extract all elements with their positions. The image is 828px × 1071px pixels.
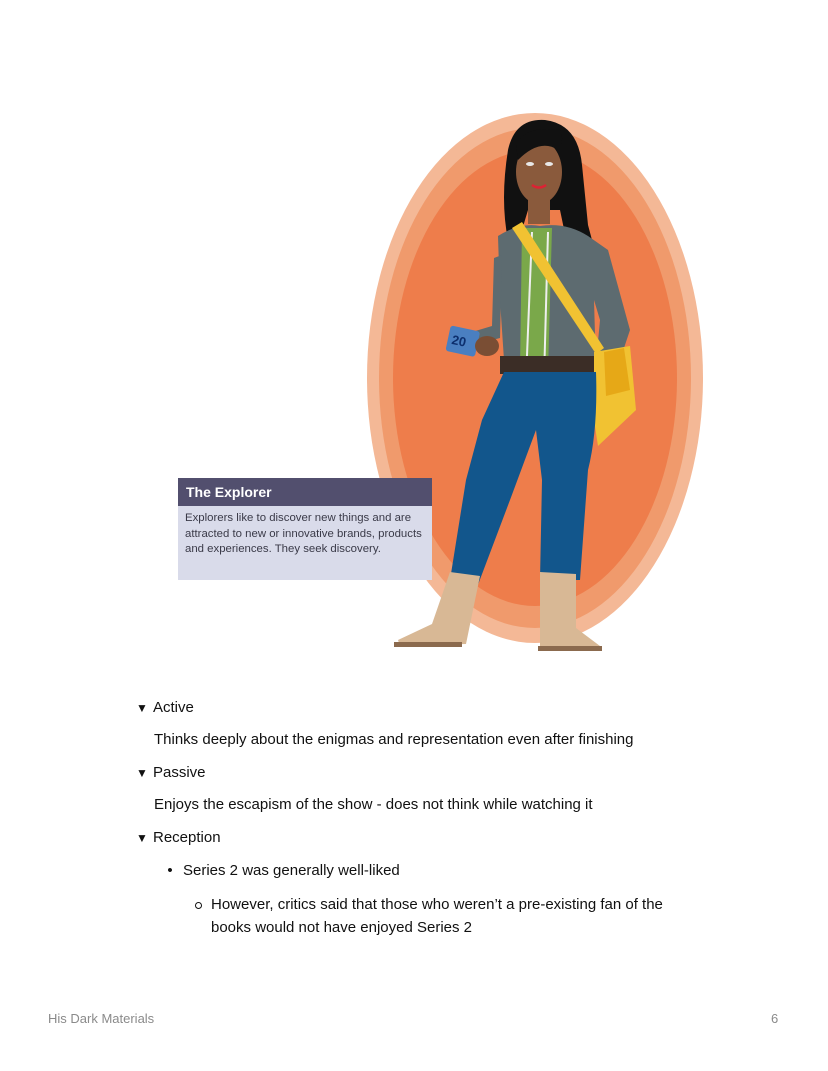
toggle-active-label: Active — [153, 699, 194, 716]
toggle-reception[interactable] — [136, 829, 221, 847]
collapse-arrow-icon[interactable]: ▼ — [136, 831, 148, 845]
toggle-passive-label: Passive — [153, 764, 206, 781]
collapse-arrow-icon[interactable]: ▼ — [136, 766, 148, 780]
hollow-bullet-icon — [195, 902, 202, 909]
banknote-label: 20 — [450, 332, 468, 350]
bullet-dot-icon: • — [167, 862, 173, 879]
footer-doc-title: His Dark Materials — [48, 1011, 155, 1026]
explorer-card-text: Explorers like to discover new things and are attracted to new or innovative brands, products and experiences. They seek discovery. — [185, 512, 422, 555]
footer-page-number: 6 — [771, 1011, 779, 1026]
passive-description: Enjoys the escapism of the show - does not think while watching it — [154, 796, 593, 813]
toggle-active[interactable] — [136, 699, 194, 717]
explorer-info-card — [178, 478, 432, 580]
reception-sub-bullet-line2: books would not have enjoyed Series 2 — [211, 919, 473, 936]
collapse-arrow-icon[interactable]: ▼ — [136, 701, 148, 715]
toggle-reception-label: Reception — [153, 829, 221, 846]
toggle-passive[interactable] — [136, 764, 206, 782]
reception-sub-bullet-line1: However, critics said that those who weren’t a pre-existing fan of the — [211, 896, 663, 913]
list-item-nested — [211, 896, 663, 937]
active-description: Thinks deeply about the enigmas and representation even after finishing — [154, 731, 634, 748]
reception-bullet-text: Series 2 was generally well-liked — [183, 862, 400, 879]
explorer-card-title: The Explorer — [178, 478, 432, 506]
list-item — [167, 862, 400, 880]
